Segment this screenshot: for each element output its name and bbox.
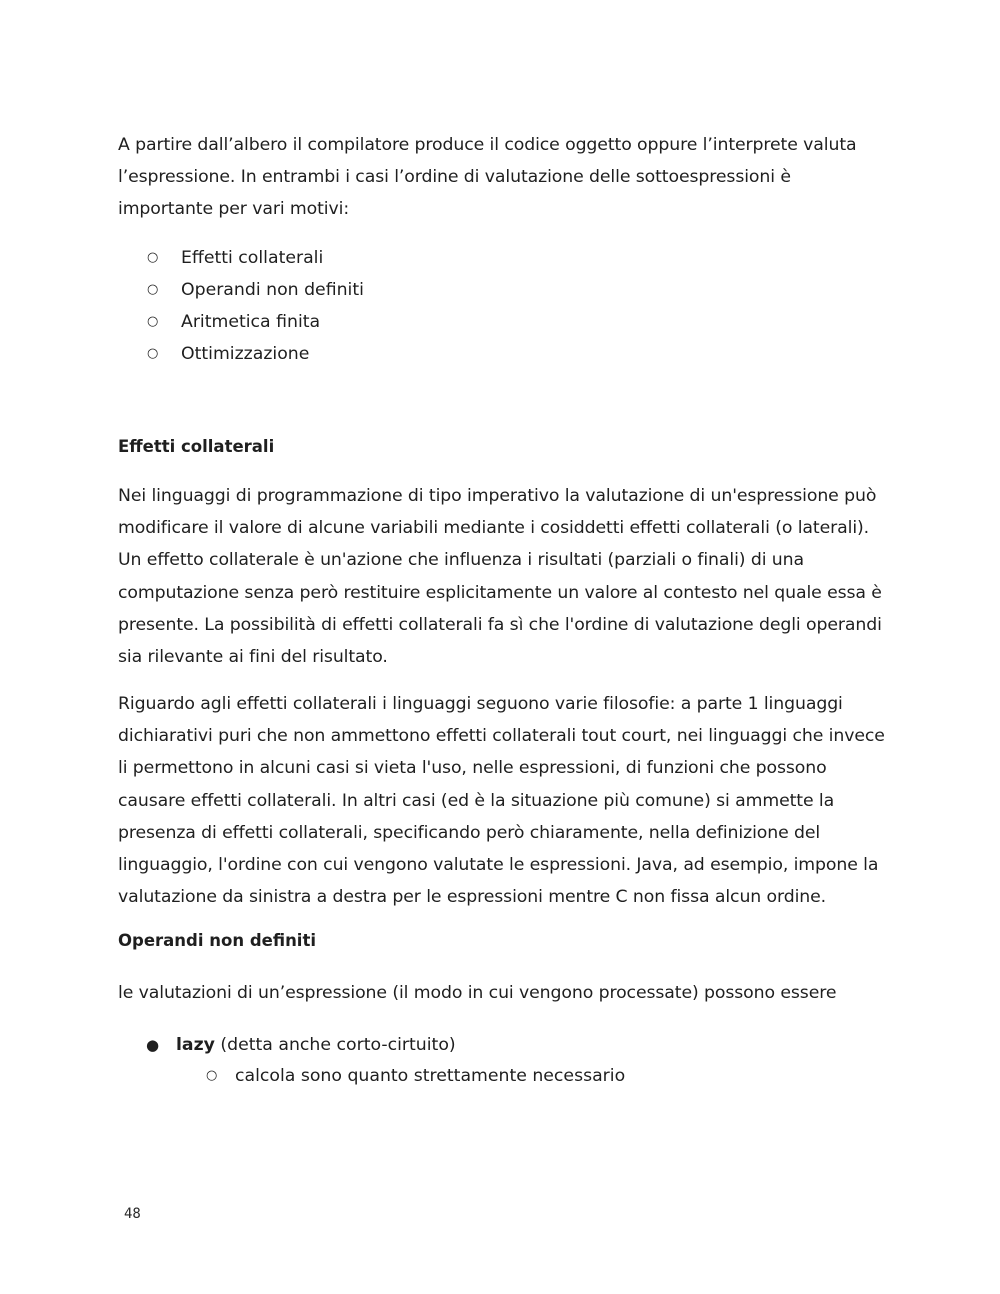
list-item-label: Ottimizzazione [181,344,310,364]
list-item [118,338,818,370]
section-heading-operandi-non-definiti: Operandi non definiti [118,931,317,950]
hollow-bullet-icon: ○ [147,346,159,361]
sub-list-item-label: calcola sono quanto strettamente necessario [235,1066,626,1086]
list-item [118,306,818,338]
list-item [118,242,818,274]
hollow-bullet-icon: ○ [147,314,159,329]
lazy-term: lazy [176,1035,215,1055]
section1-paragraph2: Riguardo agli effetti collaterali i linguaggi seguono varie filosofie: a parte 1 linguaggi dichiarativi puri che non ammettono effetti collaterali tout court, nei linguaggi che invece li permettono in alcuni casi si vieta l'uso, nelle espressioni, di funzioni che possono causare effetti collaterali. In altri casi (ed è la situazione più comune) si ammette la presenza di effetti collaterali, specificando però chiaramente, nella definizione del linguaggio, l'ordine con cui vengono valutate le espressioni. Java, ad esempio, impone la valutazione da sinistra a destra per le espressioni mentre C non fissa alcun ordine. [118,694,885,908]
sub-list [176,1061,818,1091]
intro-paragraph: A partire dall’albero il compilatore produce il codice oggetto oppure l’interprete valuta l’espressione. In entrambi i casi l’ordine di valutazione delle sottoespressioni è importante per vari motivi: [118,135,857,220]
hollow-bullet-icon: ○ [147,250,159,265]
section1-paragraph1: Nei linguaggi di programmazione di tipo imperativo la valutazione di un'espressione può modificare il valore di alcune variabili mediante i cosiddetti effetti collaterali (o laterali). Un effetto collaterale è un'azione che influenza i risultati (parziali o finali) di una computazione senza però restituire esplicitamente un valore al contesto nel quale essa è presente. La possibilità di effetti collaterali fa sì che l'ordine di valutazione degli operandi sia rilevante ai fini del risultato. [118,486,882,668]
section2-paragraph: le valutazioni di un’espressione (il modo in cui vengono processate) possono essere [118,983,837,1003]
list-item-label: Effetti collaterali [181,248,324,268]
list-item [118,1029,818,1091]
list-item-label: Aritmetica finita [181,312,321,332]
evaluation-list [118,1029,818,1091]
list-item-label: Operandi non definiti [181,280,364,300]
section-heading-effetti-collaterali: Effetti collaterali [118,437,275,456]
page-number: 48 [124,1206,141,1222]
filled-bullet-icon: ● [146,1036,160,1054]
reasons-list [118,242,818,370]
hollow-bullet-icon: ○ [206,1068,218,1083]
list-item [118,274,818,306]
list-item [176,1061,818,1091]
lazy-description: (detta anche corto-cirtuito) [214,1035,456,1055]
hollow-bullet-icon: ○ [147,282,159,297]
